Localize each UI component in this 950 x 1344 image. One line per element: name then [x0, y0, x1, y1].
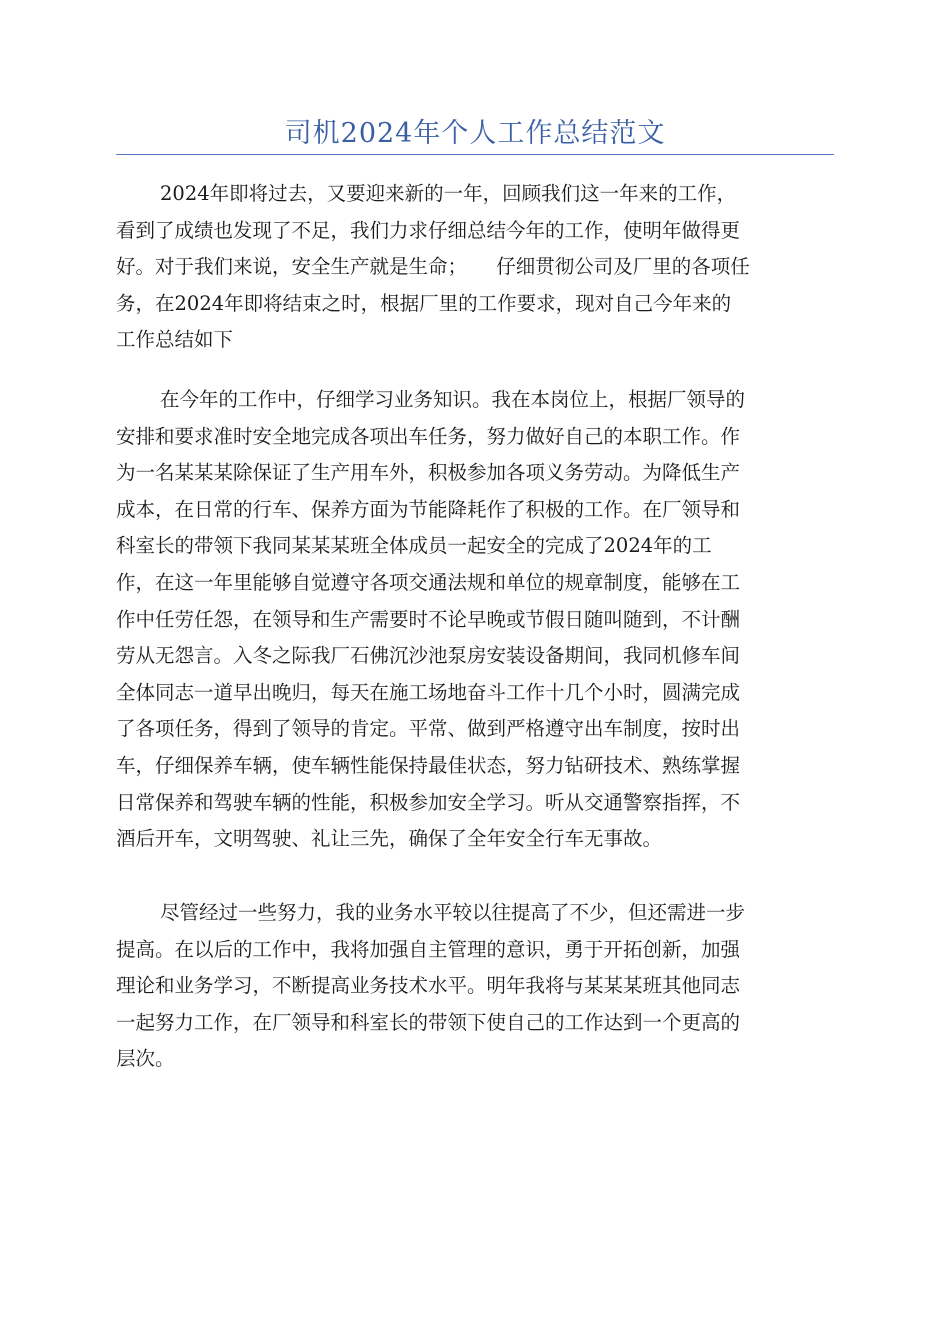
paragraph-intro — [116, 176, 834, 359]
paragraph-line: 了各项任务，得到了领导的肯定。平常、做到严格遵守出车制度，按时出 — [116, 717, 741, 741]
paragraph-line: 日常保养和驾驶车辆的性能，积极参加安全学习。听从交通警察指挥，不 — [116, 790, 741, 814]
title-underline — [116, 154, 834, 155]
paragraph-line: 尽管经过一些努力，我的业务水平较以往提高了不少，但还需进一步 — [160, 901, 746, 924]
paragraph-line: 车，仔细保养车辆，使车辆性能保持最佳状态，努力钻研技术、熟练掌握 — [116, 753, 741, 777]
paragraph-line: 科室长的带领下我同某某某班全体成员一起安全的完成了2024年的工 — [116, 534, 712, 558]
paragraph-line: 2024年即将过去，又要迎来新的一年，回顾我们这一年来的工作， — [160, 182, 737, 205]
paragraph-line: 提高。在以后的工作中，我将加强自主管理的意识，勇于开拓创新，加强 — [116, 937, 741, 961]
paragraph-line: 成本，在日常的行车、保养方面为节能降耗作了积极的工作。在厂领导和 — [116, 497, 741, 521]
paragraph-line: 作中任劳任怨，在领导和生产需要时不论早晚或节假日随叫随到，不计酬 — [116, 607, 741, 631]
paragraph-line: 劳从无怨言。入冬之际我厂石佛沉沙池泵房安装设备期间，我同机修车间 — [116, 644, 741, 668]
paragraph-line: 在今年的工作中，仔细学习业务知识。我在本岗位上，根据厂领导的 — [160, 388, 746, 411]
paragraph-line: 酒后开车，文明驾驶、礼让三先，确保了全年安全行车无事故。 — [116, 827, 663, 851]
paragraph-work — [116, 382, 834, 858]
paragraph-line: 全体同志一道早出晚归，每天在施工场地奋斗工作十几个小时，圆满完成 — [116, 680, 741, 704]
paragraph-line: 理论和业务学习，不断提高业务技术水平。明年我将与某某某班其他同志 — [116, 974, 741, 998]
paragraph-outlook — [116, 895, 834, 1078]
paragraph-line: 务，在2024年即将结束之时，根据厂里的工作要求，现对自己今年来的 — [116, 291, 732, 315]
paragraph-line: 看到了成绩也发现了不足，我们力求仔细总结今年的工作，使明年做得更 — [116, 218, 741, 242]
paragraph-line: 安排和要求准时安全地完成各项出车任务，努力做好自己的本职工作。作 — [116, 424, 741, 448]
paragraph-line: 工作总结如下 — [116, 328, 234, 352]
document-title: 司机2024年个人工作总结范文 — [284, 118, 666, 149]
paragraph-line: 好。对于我们来说，安全生产就是生命； 仔细贯彻公司及厂里的各项任 — [116, 255, 750, 279]
paragraph-line: 一起努力工作，在厂领导和科室长的带领下使自己的工作达到一个更高的 — [116, 1010, 741, 1034]
paragraph-line: 作，在这一年里能够自觉遵守各项交通法规和单位的规章制度，能够在工 — [116, 570, 741, 594]
paragraph-line: 层次。 — [116, 1047, 175, 1071]
paragraph-line: 为一名某某某除保证了生产用车外，积极参加各项义务劳动。为降低生产 — [116, 461, 741, 485]
